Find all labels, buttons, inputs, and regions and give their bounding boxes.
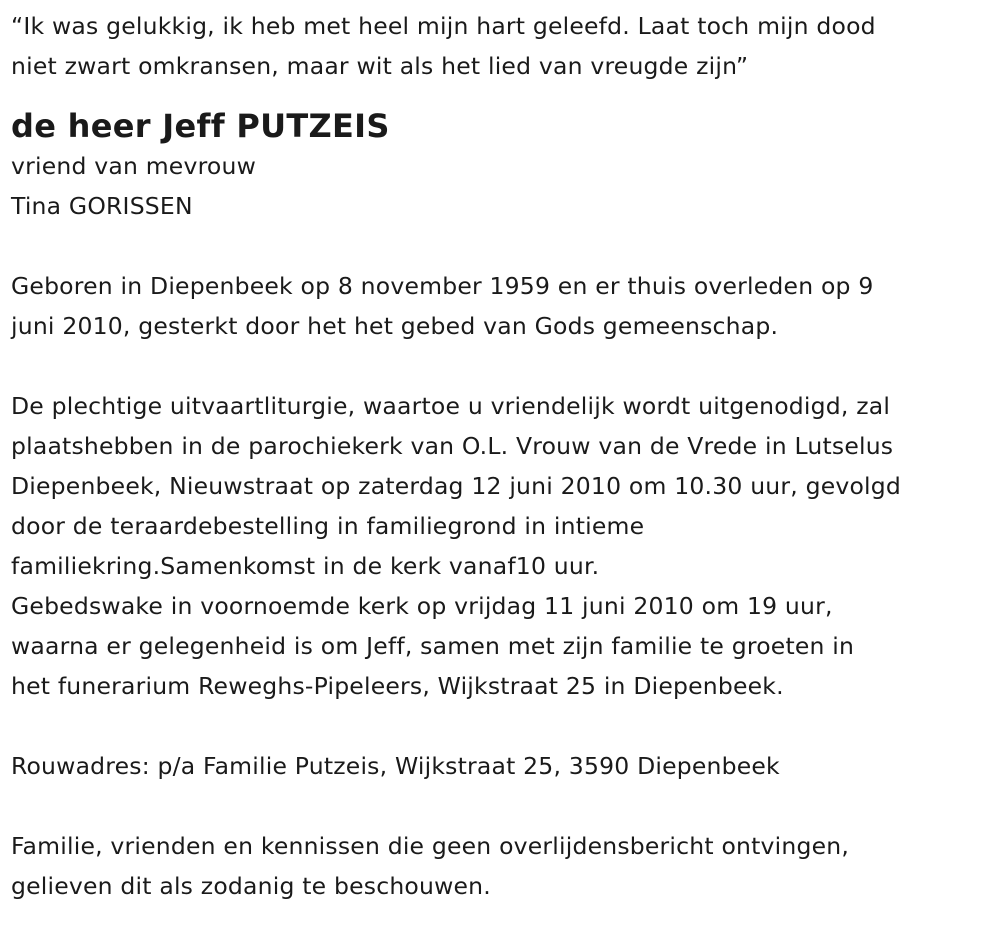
paragraph-line: De plechtige uitvaartliturgie, waartoe u vriendelijk wordt uitgenodigd, zal xyxy=(11,392,891,420)
relation-line: vriend van mevrouw xyxy=(11,152,257,180)
deceased-name: de heer Jeff PUTZEIS xyxy=(11,107,390,145)
quote-block xyxy=(11,6,1000,86)
paragraph-line: door de teraardebestelling in familiegrond in intieme xyxy=(11,512,645,540)
paragraph-line: het funerarium Reweghs-Pipeleers, Wijkstraat 25 in Diepenbeek. xyxy=(11,672,784,700)
paragraph-line: Geboren in Diepenbeek op 8 november 1959 en er thuis overleden op 9 xyxy=(11,272,874,300)
paragraph-line: juni 2010, gesterkt door het het gebed van Gods gemeenschap. xyxy=(11,312,779,340)
quote-line: “Ik was gelukkig, ik heb met heel mijn hart geleefd. Laat toch mijn dood xyxy=(11,12,876,40)
spacer xyxy=(11,786,1000,826)
spacer xyxy=(11,706,1000,746)
quote-line: niet zwart omkransen, maar wit als het lied van vreugde zijn” xyxy=(11,52,749,80)
relation-line: Tina GORISSEN xyxy=(11,192,193,220)
closing-paragraph xyxy=(11,826,1000,906)
birth-death-paragraph xyxy=(11,266,1000,346)
spacer xyxy=(11,226,1000,266)
spacer xyxy=(11,346,1000,386)
paragraph-line: Rouwadres: p/a Familie Putzeis, Wijkstraat 25, 3590 Diepenbeek xyxy=(11,752,780,780)
paragraph-line: waarna er gelegenheid is om Jeff, samen met zijn familie te groeten in xyxy=(11,632,855,660)
paragraph-line: gelieven dit als zodanig te beschouwen. xyxy=(11,872,491,900)
paragraph-line: familiekring.Samenkomst in de kerk vanaf10 uur. xyxy=(11,552,600,580)
paragraph-line: plaatshebben in de parochiekerk van O.L. Vrouw van de Vrede in Lutselus xyxy=(11,432,894,460)
funeral-paragraph xyxy=(11,386,1000,706)
paragraph-line: Familie, vrienden en kennissen die geen overlijdensbericht ontvingen, xyxy=(11,832,849,860)
paragraph-line: Gebedswake in voornoemde kerk op vrijdag 11 juni 2010 om 19 uur, xyxy=(11,592,833,620)
paragraph-line: Diepenbeek, Nieuwstraat op zaterdag 12 juni 2010 om 10.30 uur, gevolgd xyxy=(11,472,902,500)
address-paragraph xyxy=(11,746,1000,786)
